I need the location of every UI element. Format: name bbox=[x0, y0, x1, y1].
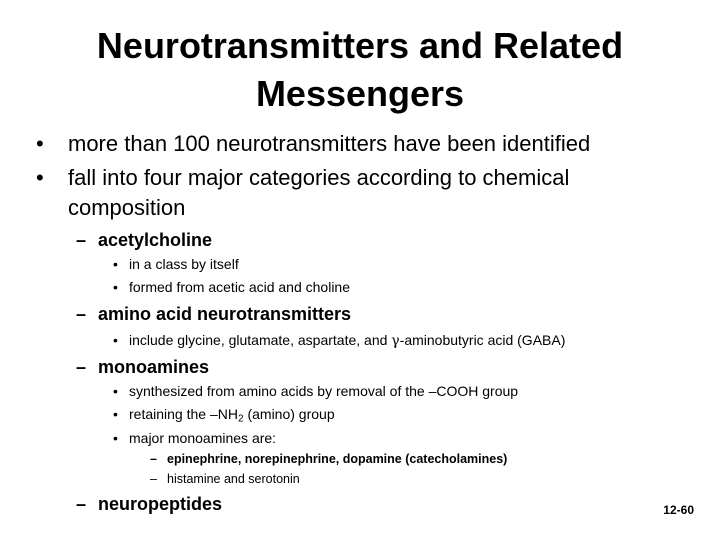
slide-title: Neurotransmitters and Related Messengers bbox=[96, 25, 624, 114]
bullet-dot-icon: • bbox=[113, 279, 118, 295]
page-number: 12-60 bbox=[663, 503, 694, 517]
bullet-text: more than 100 neurotransmitters have been identified bbox=[68, 131, 591, 156]
dash-icon: – bbox=[76, 304, 87, 324]
gamma-symbol: γ bbox=[391, 333, 400, 349]
category-acetylcholine bbox=[76, 228, 213, 252]
bullet-dot-icon: • bbox=[36, 165, 44, 190]
category-amino-acid bbox=[76, 302, 352, 326]
category-label: neuropeptides bbox=[98, 494, 223, 514]
sub-list-item-text: epinephrine, norepinephrine, dopamine (catecholamines) bbox=[167, 452, 508, 466]
list-item bbox=[113, 330, 566, 350]
list-item-text: major monoamines are: bbox=[129, 430, 277, 446]
category-label: amino acid neurotransmitters bbox=[98, 304, 352, 324]
list-item-text: synthesized from amino acids by removal of the –COOH group bbox=[129, 383, 519, 399]
category-label: acetylcholine bbox=[98, 230, 213, 250]
dash-icon: – bbox=[76, 357, 87, 377]
bullet-text: composition bbox=[68, 195, 186, 220]
category-label: monoamines bbox=[98, 357, 210, 377]
subscript-two: 2 bbox=[237, 413, 244, 425]
dash-icon: – bbox=[76, 494, 87, 514]
list-item-text: include glycine, glutamate, aspartate, and γ-aminobutyric acid (GABA) bbox=[129, 332, 566, 349]
category-monoamines bbox=[76, 355, 210, 379]
bullet-text: fall into four major categories according to chemical bbox=[68, 165, 570, 190]
bullet-dot-icon: • bbox=[113, 430, 118, 446]
list-item bbox=[113, 254, 239, 274]
list-item bbox=[113, 428, 277, 448]
bullet-dot-icon: • bbox=[113, 406, 118, 422]
dash-icon: – bbox=[150, 472, 157, 486]
sub-list-item bbox=[150, 469, 300, 489]
list-item bbox=[113, 277, 350, 297]
bullet-dot-icon: • bbox=[113, 383, 118, 399]
list-item-text: formed from acetic acid and choline bbox=[129, 279, 350, 295]
list-item-text: in a class by itself bbox=[129, 256, 239, 272]
bullet-item-categories-continued bbox=[68, 193, 185, 223]
list-item-text: retaining the $-NH_2$ (amino) group bbox=[129, 406, 335, 425]
list-item bbox=[113, 404, 335, 425]
dash-icon: – bbox=[150, 452, 157, 466]
sub-list-item bbox=[150, 449, 508, 469]
bullet-dot-icon: • bbox=[113, 332, 118, 348]
bullet-dot-icon: • bbox=[36, 131, 44, 156]
bullet-dot-icon: • bbox=[113, 256, 118, 272]
dash-icon: – bbox=[76, 230, 87, 250]
category-neuropeptides bbox=[76, 492, 223, 516]
sub-list-item-text: histamine and serotonin bbox=[167, 472, 300, 486]
list-item bbox=[113, 381, 519, 401]
